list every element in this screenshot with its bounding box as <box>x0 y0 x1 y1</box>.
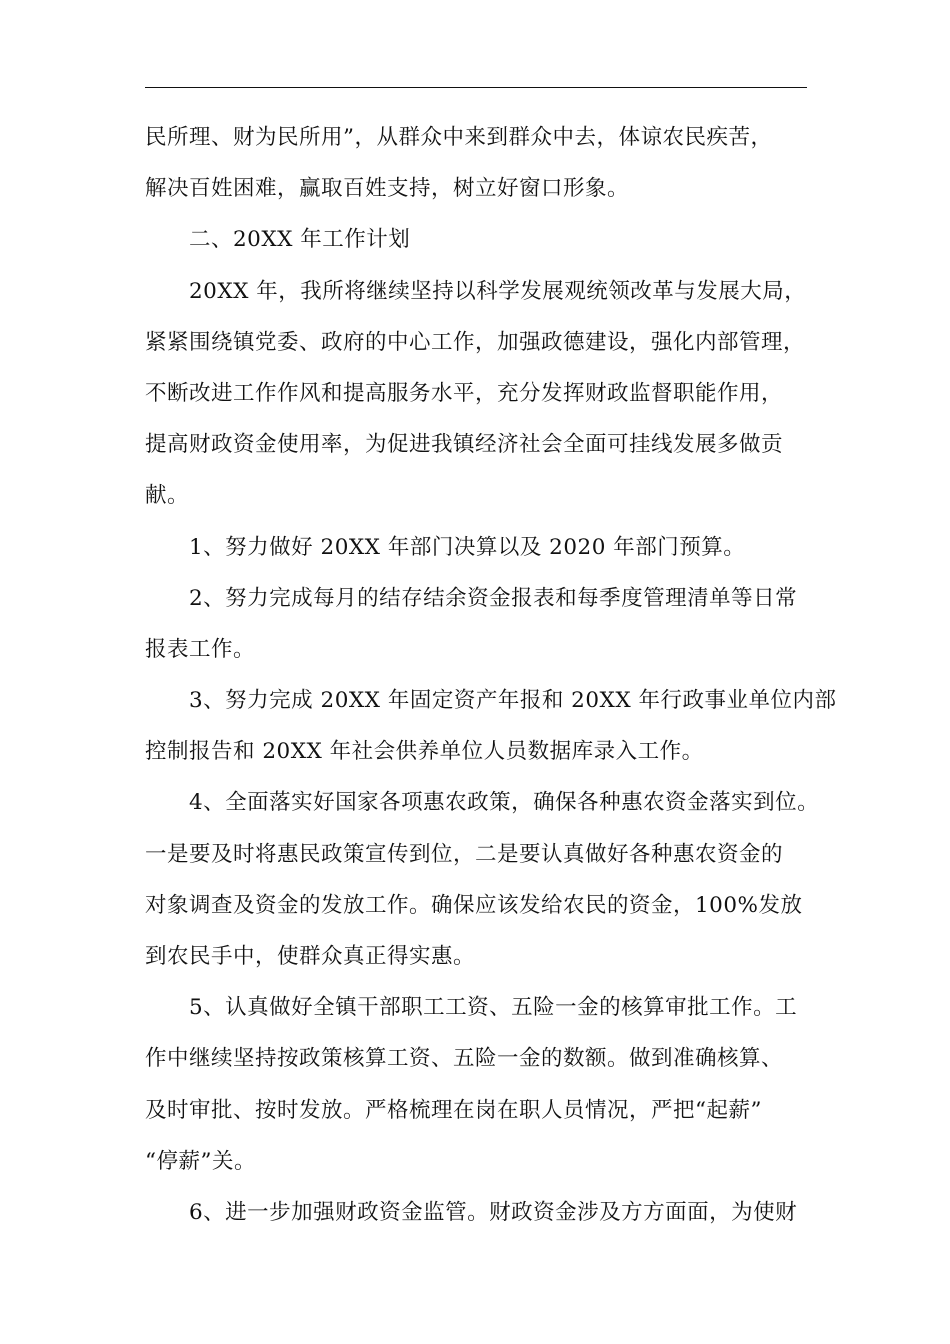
text-line: 2、努力完成每月的结存结余资金报表和每季度管理清单等日常 <box>189 585 798 611</box>
text-line: 对象调查及资金的发放工作。确保应该发给农民的资金，100%发放 <box>145 892 803 918</box>
text-line: “停薪”关。 <box>145 1148 256 1174</box>
text-line: 二、20XX 年工作计划 <box>189 227 411 253</box>
text-line: 一是要及时将惠民政策宣传到位，二是要认真做好各种惠农资金的 <box>145 841 784 867</box>
document-body <box>145 112 837 1238</box>
text-line: 报表工作。 <box>145 636 256 662</box>
text-line: 6、进一步加强财政资金监管。财政资金涉及方方面面，为使财 <box>189 1199 798 1225</box>
header-rule <box>145 87 807 88</box>
text-line: 及时审批、按时发放。严格梳理在岗在职人员情况，严把“起薪” <box>145 1097 762 1123</box>
text-line: 作中继续坚持按政策核算工资、五险一金的数额。做到准确核算、 <box>145 1046 784 1072</box>
text-line: 控制报告和 20XX 年社会供养单位人员数据库录入工作。 <box>145 739 704 765</box>
text-line: 提高财政资金使用率，为促进我镇经济社会全面可挂线发展多做贡 <box>145 432 784 458</box>
text-line: 3、努力完成 20XX 年固定资产年报和 20XX 年行政事业单位内部 <box>189 688 837 714</box>
text-line: 4、全面落实好国家各项惠农政策，确保各种惠农资金落实到位。 <box>189 790 820 816</box>
text-line: 1、努力做好 20XX 年部门决算以及 2020 年部门预算。 <box>189 534 746 560</box>
text-line: 到农民手中，使群众真正得实惠。 <box>145 944 476 969</box>
text-line: 5、认真做好全镇干部职工工资、五险一金的核算审批工作。工 <box>189 995 798 1021</box>
text-line: 紧紧围绕镇党委、政府的中心工作，加强政德建设，强化内部管理， <box>145 329 806 355</box>
text-line: 民所理、财为民所用”，从群众中来到群众中去，体谅农民疾苦， <box>145 125 773 150</box>
text-line: 不断改进工作作风和提高服务水平，充分发挥财政监督职能作用， <box>145 380 784 406</box>
text-line: 20XX 年，我所将继续坚持以科学发展观统领改革与发展大局， <box>189 278 807 304</box>
text-line: 解决百姓困难，赢取百姓支持，树立好窗口形象。 <box>145 176 630 202</box>
text-line: 献。 <box>145 483 190 509</box>
